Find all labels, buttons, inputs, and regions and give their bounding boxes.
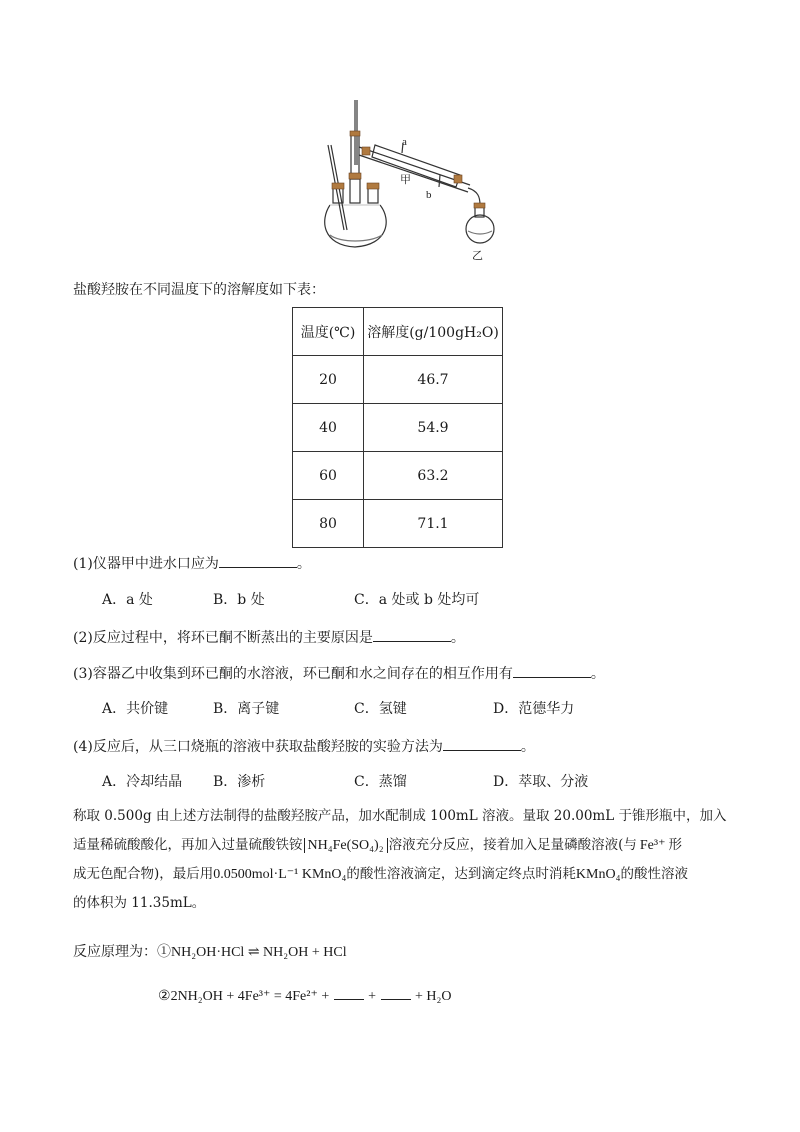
q4-option-a[interactable]: A．冷却结晶 xyxy=(102,774,183,790)
q4-answer-blank[interactable] xyxy=(443,736,521,751)
reaction-equation-1 xyxy=(73,942,347,963)
q2-answer-blank[interactable] xyxy=(373,627,451,642)
eq2-plus: + xyxy=(368,989,377,1004)
cell-solubility: 71.1 xyxy=(364,500,503,548)
label-a: a xyxy=(402,136,407,148)
paragraph-line-3 xyxy=(73,860,733,889)
cell-solubility: 63.2 xyxy=(364,452,503,500)
q3-stem: (3)容器乙中收集到环已酮的水溶液，环已酮和水之间存在的相互作用有 xyxy=(73,666,513,682)
q3-answer-blank[interactable] xyxy=(513,663,591,678)
header-solubility: 溶解度(g/100gH₂O) xyxy=(364,308,503,356)
label-jia: 甲 xyxy=(400,173,411,186)
header-temperature: 温度(℃) xyxy=(293,308,364,356)
q3-option-c[interactable]: C．氢键 xyxy=(354,701,407,717)
table-row xyxy=(293,356,503,404)
q4-end: 。 xyxy=(520,739,535,755)
q1-option-a[interactable]: A．a 处 xyxy=(102,592,153,608)
eq1-mark: ① xyxy=(157,944,171,960)
paragraph-line-1: 称取 0.500g 由上述方法制得的盐酸羟胺产品，加水配制成 100mL 溶液。量取 20.00mL 于锥形瓶中，加入 xyxy=(73,808,727,824)
table-row xyxy=(293,500,503,548)
eq2-mark: ② xyxy=(158,988,171,1004)
paragraph-line-4: 的体积为 11.35mL。 xyxy=(73,895,206,911)
q1-stem: (1)仪器甲中进水口应为 xyxy=(73,556,219,572)
q1-answer-blank[interactable] xyxy=(219,553,297,568)
label-b: b xyxy=(426,189,432,201)
question-2 xyxy=(73,627,465,648)
reaction-equation-2 xyxy=(158,985,451,1007)
eq1-formula: NH₂OH·HCl ⇌ NH₂OH + HCl xyxy=(171,945,347,960)
table-intro: 盐酸羟胺在不同温度下的溶解度如下表： xyxy=(73,282,325,298)
line3-text-a: 成无色配合物)，最后用 xyxy=(73,866,214,882)
cell-solubility: 54.9 xyxy=(364,404,503,452)
line2-text-b: 溶液充分反应，接着加入足量磷酸溶液(与 xyxy=(388,837,637,853)
eq2-left: 2NH₂OH + 4Fe³⁺ = 4Fe²⁺ + xyxy=(170,989,330,1004)
cell-temp: 80 xyxy=(293,500,364,548)
q2-stem: (2)反应过程中，将环已酮不断蒸出的主要原因是 xyxy=(73,630,373,646)
line2-text-c: 形 xyxy=(668,837,682,853)
kmno4-formula: KMnO₄ xyxy=(575,867,621,882)
q4-option-c[interactable]: C．蒸馏 xyxy=(354,774,407,790)
titration-paragraph xyxy=(73,802,733,918)
q1-option-b[interactable]: B．b 处 xyxy=(213,592,265,608)
cell-temp: 20 xyxy=(293,356,364,404)
table-header-row xyxy=(293,308,503,356)
q3-option-b[interactable]: B．离子键 xyxy=(213,701,280,717)
distillation-apparatus-diagram xyxy=(300,95,520,265)
q3-option-a[interactable]: A．共价键 xyxy=(102,701,169,717)
solubility-table xyxy=(292,307,503,548)
eq2-blank-1[interactable] xyxy=(334,985,364,1000)
line2-text-a: 适量稀硫酸酸化，再加入过量硫酸铁铵 xyxy=(73,837,303,853)
q4-stem: (4)反应后，从三口烧瓶的溶液中获取盐酸羟胺的实验方法为 xyxy=(73,739,443,755)
question-3 xyxy=(73,663,605,684)
line3-text-c: 的酸性溶液 xyxy=(620,866,688,882)
paragraph-line-2 xyxy=(73,831,733,860)
eq2-blank-2[interactable] xyxy=(381,985,411,1000)
label-yi: 乙 xyxy=(472,249,483,262)
cell-temp: 40 xyxy=(293,404,364,452)
cell-temp: 60 xyxy=(293,452,364,500)
table-row xyxy=(293,452,503,500)
reaction-intro: 反应原理为： xyxy=(73,944,157,960)
q3-option-d[interactable]: D．范德华力 xyxy=(493,701,575,717)
q4-option-b[interactable]: B．渗析 xyxy=(213,774,266,790)
iron-ammonium-sulfate-formula: NH₄Fe(SO₄)₂ xyxy=(304,838,388,853)
fe3-ion: Fe³⁺ xyxy=(639,838,666,853)
q4-option-d[interactable]: D．萃取、分液 xyxy=(493,774,589,790)
question-1 xyxy=(73,553,311,574)
cell-solubility: 46.7 xyxy=(364,356,503,404)
kmno4-concentration: 0.0500mol·L⁻¹ KMnO₄ xyxy=(213,867,347,882)
question-4 xyxy=(73,736,535,757)
table-row xyxy=(293,404,503,452)
q1-option-c[interactable]: C．a 处或 b 处均可 xyxy=(354,592,480,608)
line3-text-b: 的酸性溶液滴定，达到滴定终点时消耗 xyxy=(346,866,576,882)
eq2-right: + H₂O xyxy=(414,989,452,1004)
q1-end: 。 xyxy=(296,556,311,572)
q2-end: 。 xyxy=(450,630,465,646)
q3-end: 。 xyxy=(590,666,605,682)
